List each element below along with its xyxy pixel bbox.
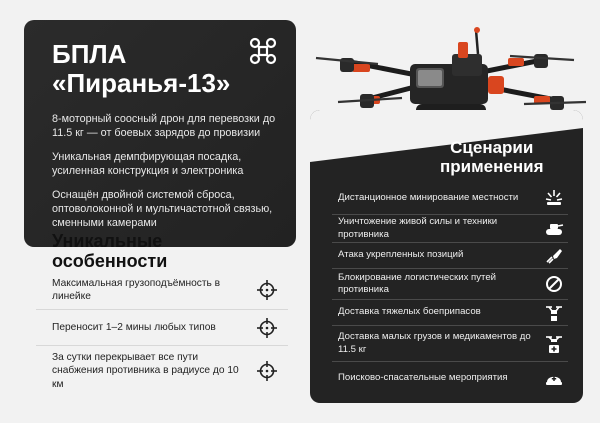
scenarios-card bbox=[310, 110, 583, 403]
feature-label: Переносит 1–2 мины любых типов bbox=[52, 321, 216, 333]
scenario-label: Атака укрепленных позиций bbox=[338, 249, 464, 261]
crosshair-icon bbox=[256, 360, 278, 382]
scenario-label: Доставка тяжелых боеприпасов bbox=[338, 306, 481, 318]
features-heading bbox=[52, 231, 167, 271]
scenarios-heading-line1: Сценарии bbox=[450, 138, 534, 157]
scenario-label: Уничтожение живой силы и техники противника bbox=[338, 216, 498, 240]
feature-label: За сутки перекрывает все пути снабжения противника в радиусе до 10 км bbox=[52, 352, 239, 390]
scenario-label: Доставка малых грузов и медикаментов до 11.5 кг bbox=[338, 331, 531, 355]
explosion-icon bbox=[544, 188, 564, 208]
hero-card bbox=[24, 20, 296, 247]
rocket-icon bbox=[544, 246, 564, 266]
feature-item bbox=[36, 310, 288, 346]
description-paragraph: Уникальная демпфирующая посадка, усиленная конструкция и электроника bbox=[52, 151, 244, 178]
forbidden-icon bbox=[544, 274, 564, 294]
drone-medkit-icon bbox=[544, 334, 564, 354]
scenario-item bbox=[332, 182, 568, 215]
description-paragraph: Оснащён двойной системой сброса, оптоволоконной и мультичастотной связью, сменными камерами bbox=[52, 189, 273, 230]
quadcopter-icon bbox=[248, 36, 278, 66]
crosshair-icon bbox=[256, 279, 278, 301]
scenario-item bbox=[332, 326, 568, 362]
drone-cargo-icon bbox=[544, 303, 564, 323]
rescue-helmet-icon bbox=[544, 368, 564, 388]
description-paragraph: 8-моторный соосный дрон для перевозки до 11.5 кг — от боевых зарядов до провизии bbox=[52, 113, 276, 140]
tank-icon bbox=[544, 219, 564, 239]
product-title bbox=[52, 40, 280, 98]
scenario-item bbox=[332, 269, 568, 300]
scenario-item bbox=[332, 243, 568, 269]
product-title-line1: БПЛА bbox=[52, 39, 127, 69]
scenario-label: Поисково-спасательные мероприятия bbox=[338, 371, 508, 383]
scenarios-heading bbox=[440, 138, 544, 176]
scenario-label: Дистанционное минирование местности bbox=[338, 191, 519, 203]
product-title-line2: «Пиранья-13» bbox=[52, 68, 231, 99]
features-list bbox=[36, 271, 288, 396]
product-description bbox=[52, 112, 280, 230]
features-heading-line1: Уникальные bbox=[52, 231, 163, 251]
scenario-item bbox=[332, 215, 568, 243]
scenario-label: Блокирование логистических путей противника bbox=[338, 271, 497, 295]
scenario-item bbox=[332, 300, 568, 326]
features-heading-line2: особенности bbox=[52, 251, 168, 272]
feature-label: Максимальная грузоподъёмность в линейке bbox=[52, 277, 221, 302]
feature-item bbox=[36, 271, 288, 310]
scenarios-list bbox=[332, 182, 568, 394]
scenario-item bbox=[332, 362, 568, 394]
scenarios-heading-line2: применения bbox=[440, 157, 544, 177]
feature-item bbox=[36, 346, 288, 396]
crosshair-icon bbox=[256, 317, 278, 339]
